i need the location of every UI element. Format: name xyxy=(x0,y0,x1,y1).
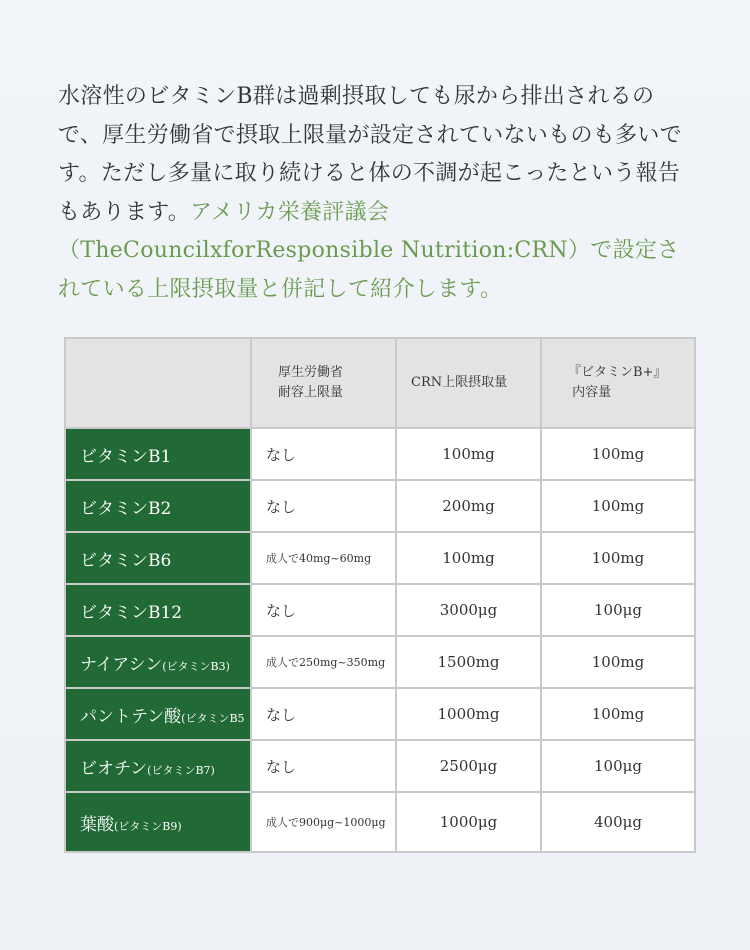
crn-limit-cell: 1000μg xyxy=(396,792,541,852)
gov-limit-cell: なし xyxy=(251,584,396,636)
vitamin-name-cell xyxy=(65,428,251,480)
crn-limit-cell: 1000mg xyxy=(396,688,541,740)
table-row xyxy=(65,428,695,480)
product-content-cell: 100mg xyxy=(541,532,695,584)
vitamin-name-sub: (ビタミンB3) xyxy=(162,659,230,673)
vitamin-name: ナイアシン xyxy=(80,654,163,675)
crn-limit-cell: 2500μg xyxy=(396,740,541,792)
table-row xyxy=(65,740,695,792)
vitamin-name-cell xyxy=(65,636,251,688)
intro-text: 水溶性のビタミンB群は過剰摂取しても尿から排出されるので、厚生労働省で摂取上限量が設定されていないものも多いです。ただし多量に取り続けると体の不調が起こったという報告もあります。 xyxy=(58,84,682,225)
vitamin-name: ビタミンB1 xyxy=(80,446,172,467)
gov-limit-cell: なし xyxy=(251,688,396,740)
crn-limit-cell: 3000μg xyxy=(396,584,541,636)
product-content-cell: 100mg xyxy=(541,480,695,532)
header-gov-limit xyxy=(251,338,396,428)
vitamin-name-cell xyxy=(65,532,251,584)
table-row xyxy=(65,792,695,852)
product-content-cell: 100μg xyxy=(541,740,695,792)
intro-paragraph xyxy=(58,78,698,309)
gov-limit-cell: 成人で40mg~60mg xyxy=(251,532,396,584)
vitamin-name-sub: (ビタミンB7) xyxy=(147,763,215,777)
vitamin-name-cell xyxy=(65,584,251,636)
product-content-cell: 100mg xyxy=(541,428,695,480)
gov-limit-cell: なし xyxy=(251,740,396,792)
vitamin-name-sub: (ビタミンB9) xyxy=(114,819,182,833)
table-row xyxy=(65,584,695,636)
table-row xyxy=(65,480,695,532)
header-product-line1: 『ビタミンB+』 xyxy=(568,365,667,380)
header-blank xyxy=(65,338,251,428)
gov-limit-cell: 成人で900μg~1000μg xyxy=(251,792,396,852)
upper-limit-table xyxy=(64,337,696,853)
vitamin-name-sub: (ビタミンB5 xyxy=(181,711,245,725)
header-product-line2: 内容量 xyxy=(572,385,612,400)
header-product-content xyxy=(541,338,695,428)
crn-limit-cell: 200mg xyxy=(396,480,541,532)
table-row xyxy=(65,688,695,740)
vitamin-name-cell xyxy=(65,792,251,852)
vitamin-name: ビタミンB2 xyxy=(80,498,172,519)
crn-limit-cell: 100mg xyxy=(396,532,541,584)
vitamin-name-cell xyxy=(65,740,251,792)
table-header-row xyxy=(65,338,695,428)
product-content-cell: 400μg xyxy=(541,792,695,852)
product-content-cell: 100mg xyxy=(541,636,695,688)
vitamin-name: ビタミンB6 xyxy=(80,550,172,571)
crn-limit-cell: 100mg xyxy=(396,428,541,480)
vitamin-name: ビタミンB12 xyxy=(80,602,183,623)
table-row xyxy=(65,636,695,688)
table-row xyxy=(65,532,695,584)
vitamin-name: パントテン酸 xyxy=(80,706,182,727)
vitamin-name-cell xyxy=(65,688,251,740)
product-content-cell: 100mg xyxy=(541,688,695,740)
header-gov-line1: 厚生労働省 xyxy=(278,365,344,380)
product-content-cell: 100μg xyxy=(541,584,695,636)
gov-limit-cell: なし xyxy=(251,480,396,532)
crn-limit-cell: 1500mg xyxy=(396,636,541,688)
header-gov-line2: 耐容上限量 xyxy=(278,385,344,400)
gov-limit-cell: なし xyxy=(251,428,396,480)
vitamin-name: ビオチン xyxy=(80,758,148,779)
header-crn-limit xyxy=(396,338,541,428)
header-crn-label: CRN上限摂取量 xyxy=(411,375,508,390)
intro-text-crn: アメリカ栄養評議会（TheCouncilxforResponsible Nutrition:CRN）で設定されている上限摂取量と併記して紹介します。 xyxy=(58,199,680,302)
gov-limit-cell: 成人で250mg~350mg xyxy=(251,636,396,688)
vitamin-name-cell xyxy=(65,480,251,532)
vitamin-name: 葉酸 xyxy=(80,814,114,835)
